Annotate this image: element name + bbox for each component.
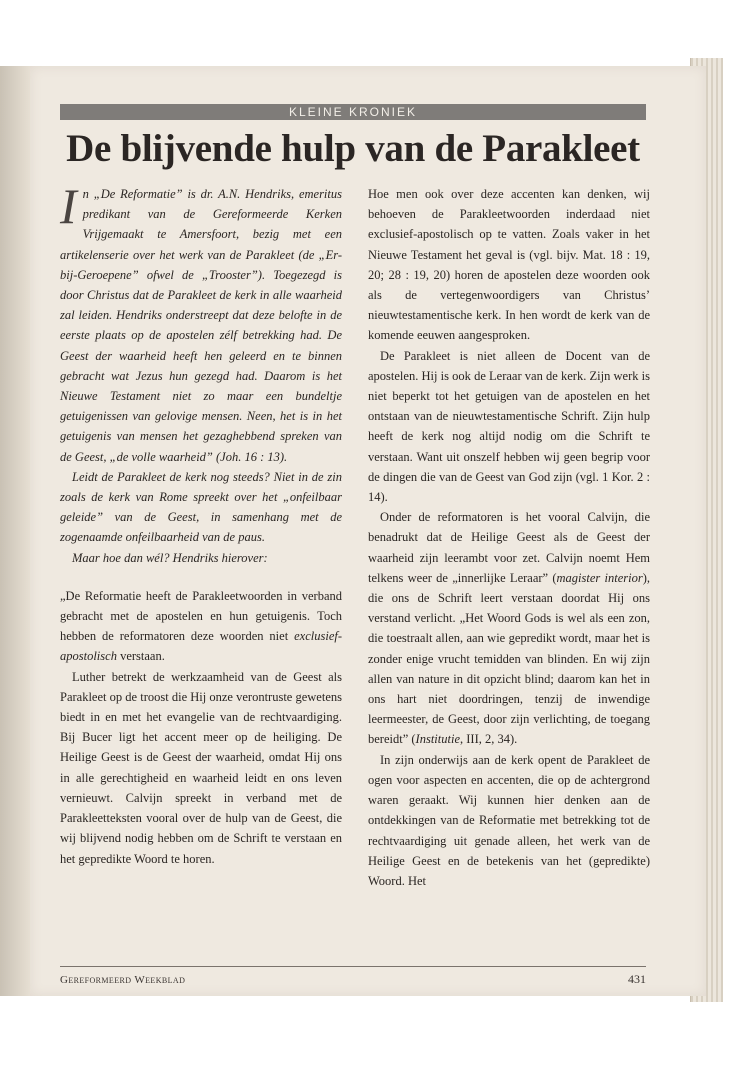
body-text-3e: , III, 2, 34). — [460, 732, 518, 747]
body-paragraph-1: Hoe men ook over deze accenten kan denken, wij behoeven de Parakleetwoorden inderdaad niet exclusief-apostolisch op te vatten. Zoals vaker in het Nieuwe Testament het geval is (vgl. bijv. Mat. 18 : 19, 20; 28 : 19, 20) horen de apostelen deze woorden ook als de vertegenwoordigers van Christus’ nieuwtestamentische kerk. In hen wordt de kerk van de komende eeuwen aangesproken. — [368, 187, 650, 343]
quote-text-1c: verstaan. — [116, 649, 165, 664]
intro-text-1: n „De Reformatie” is dr. A.N. Hendriks, emeritus predikant van de Gereformeerde Kerken Vrijgemaakt te Amersfoort, bezig met een artikelenserie over het werk van de Parakleet (de „Er-bij-Geroepene” ofwel de „Trooster”). Toegezegd is door Christus dat de Parakleet de kerk in alle waarheid zal leiden. Hendriks onderstreept dat deze belofte in de eerste plaats op de apostelen zélf betrekking had. De Geest der waarheid heeft hen geleerd en te binnen gebracht wat Jezus hun gezegd had. Daarom is het Nieuwe Testament niet zo maar een bundeltje getuigenissen van gelovige mensen. Neen, het is in het getuigenis van mensen het gezaghebbend spreken van de Geest, „de volle waarheid” (Joh. 16 : 13). — [60, 187, 342, 464]
publication-name: Gereformeerd Weekblad — [60, 974, 186, 986]
article-headline: De blijvende hulp van de Parakleet — [66, 127, 640, 170]
body-paragraph-2: De Parakleet is niet alleen de Docent van de apostelen. Hij is ook de Leraar van de kerk. Zijn werk is niet beperkt tot het getuigen van de apostelen en het ontstaan van de nieuwtestamentische Schrift. Zijn hulp heeft de kerk nog altijd nodig om die Schrift te verstaan. Want uit onszelf hebben wij geen begrip voor de dingen die van de Geest van God zijn (vgl. 1 Kor. 2 : 14). — [368, 348, 650, 505]
body-text-3a: Onder de reformatoren is het vooral Calvijn, die benadrukt dat de Heilige Geest als de Geest der waarheid zijn leerambt voor zet. Calvijn noemt Hem telkens weer de „innerlijke Leraar” ( — [368, 510, 650, 585]
body-text-3d: Institutie — [415, 732, 460, 747]
drop-cap: I — [60, 178, 77, 234]
page-number: 431 — [628, 972, 646, 986]
quote-paragraph-2: Luther betrekt de werkzaamheid van de Geest als Parakleet op de troost die Hij onze verontruste gewetens biedt in en met het evangelie van de rechtvaardiging. Bij Bucer ligt het accent meer op de heiliging. De Heilige Geest is de Geest der waarheid, omdat Hij ons in alle gerechtigheid en waarheid leidt en ons leven vernieuwt. Calvijn spreekt in verband met de Parakleetteksten vooral over de hulp van de Geest, die wij blijvend nodig hebben om de Schrift te verstaan en het gepredikte Woord te horen. — [60, 669, 342, 866]
intro-paragraph-1 — [60, 178, 342, 467]
quote-paragraph-1 — [60, 586, 342, 667]
body-paragraph-3 — [368, 507, 650, 749]
binding-shadow — [0, 66, 30, 996]
body-paragraph-4: In zijn onderwijs aan de kerk opent de Parakleet de ogen voor aspecten en accenten, die op de achtergrond waren geraakt. Wij kunnen hier denken aan de ontdekkingen van de Reformatie met betrekking tot de rechtvaardiging uit genade alleen, het werk van de Heilige Geest en de betekenis van het (gepredikte) Woord. Het — [368, 752, 650, 888]
section-label: KLEINE KRONIEK — [60, 104, 646, 120]
body-text-3c: ), die ons de Schrift leert verstaan doordat Hij ons verstand verlicht. „Het Woord Gods is wel als een zon, die toestraalt allen, aan wie gepredikt wordt, maar het is zonder enige vrucht temidden van blinden. En wij zijn allen van nature in dit opzicht blind; daarom kan het in ons hart niet doordringen, tenzij de inwendige leermeester, de Geest, door zijn verlichting, de toegang bereidt” ( — [368, 570, 650, 747]
right-column — [368, 184, 650, 891]
intro-paragraph-3: Maar hoe dan wél? Hendriks hierover: — [72, 550, 268, 565]
body-text-3b: magister interior — [556, 570, 643, 585]
quote-text-1a: „De Reformatie heeft de Parakleetwoorden in verband gebracht met de apostelen en hun getuigenis. Toch hebben de reformatoren deze woorden niet — [60, 588, 342, 644]
left-column — [60, 178, 342, 869]
intro-paragraph-2: Leidt de Parakleet de kerk nog steeds? Niet in de zin zoals de kerk van Rome spreekt over het „onfeilbaar geleide” van de Geest, in samenhang met de zogenaamde onfeilbaarheid van de paus. — [60, 469, 342, 545]
footer-rule — [60, 966, 646, 967]
quote-text-1b: exclusief-apostolisch — [60, 629, 342, 664]
